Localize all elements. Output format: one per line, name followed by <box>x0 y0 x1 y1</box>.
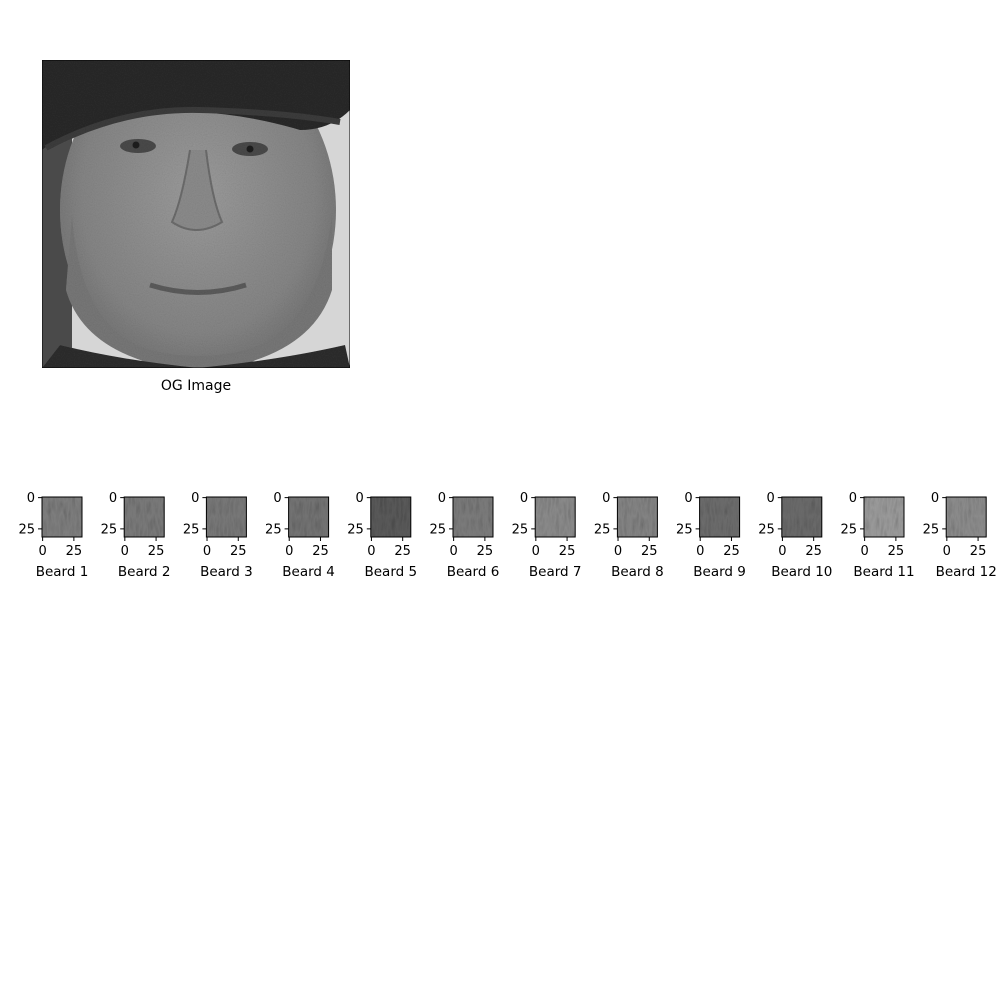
y-tick-label: 0 <box>930 491 940 507</box>
y-tick-label: 0 <box>684 491 693 507</box>
x-tick-label: 25 <box>147 544 165 559</box>
x-tick-label: 25 <box>558 544 576 559</box>
beard-patch-image <box>700 497 740 537</box>
beard-patch-image <box>289 497 329 537</box>
right-pupil <box>247 146 254 153</box>
y-tick-label: 0 <box>191 491 200 507</box>
beard-patch-label: Beard 9 <box>693 564 746 580</box>
og-image-panel <box>42 45 350 375</box>
beard-patch-label: Beard 7 <box>528 564 582 580</box>
beard-patch-image <box>782 497 822 537</box>
beard-patch-subplot <box>676 491 746 580</box>
x-tick-label: 25 <box>394 544 411 559</box>
beard-patch-image <box>453 497 493 537</box>
x-tick-label: 0 <box>696 544 705 559</box>
x-tick-label: 25 <box>805 544 822 559</box>
beard-patch-subplot <box>512 491 582 580</box>
x-tick-label: 0 <box>202 544 212 559</box>
beard-patch-label: Beard 3 <box>200 564 253 580</box>
beard-patch-subplot <box>101 491 171 580</box>
beard-patch-image <box>864 497 904 537</box>
beard-patch-image <box>206 497 246 537</box>
y-tick-label: 25 <box>922 522 940 538</box>
x-tick-label: 25 <box>312 544 329 559</box>
beard-patch-label: Beard 10 <box>771 564 833 580</box>
y-tick-label: 0 <box>273 491 282 507</box>
y-tick-label: 0 <box>766 491 775 507</box>
beard-patch-label: Beard 8 <box>611 564 664 580</box>
beard-patch-image <box>946 497 986 537</box>
x-tick-label: 0 <box>860 544 869 559</box>
y-tick-label: 25 <box>18 522 35 538</box>
x-tick-label: 25 <box>641 544 658 559</box>
left-pupil <box>133 142 140 149</box>
x-tick-label: 0 <box>613 544 623 559</box>
x-tick-label: 0 <box>285 544 294 559</box>
y-tick-label: 0 <box>602 491 611 507</box>
y-tick-label: 25 <box>758 522 775 538</box>
beard-patch-subplot <box>18 491 88 580</box>
beard-patch-label: Beard 11 <box>853 564 915 580</box>
x-tick-label: 0 <box>942 544 951 559</box>
y-tick-label: 25 <box>840 522 857 538</box>
y-tick-label: 25 <box>347 522 364 538</box>
y-tick-label: 0 <box>437 491 446 507</box>
beard-patch-label: Beard 5 <box>364 564 418 580</box>
beard-patch-subplot <box>265 491 335 580</box>
beard-patch-image <box>371 497 411 537</box>
y-tick-label: 25 <box>182 522 200 538</box>
beard-patch-image <box>535 497 575 537</box>
beard-patch-subplot <box>429 491 499 580</box>
x-tick-label: 25 <box>887 544 905 559</box>
y-tick-label: 0 <box>108 491 118 507</box>
beard-patch-image <box>124 497 164 537</box>
face-photo <box>42 45 350 375</box>
beard-patch-label: Beard 2 <box>117 564 171 580</box>
beard-patch-label: Beard 12 <box>935 564 997 580</box>
y-tick-label: 0 <box>26 491 35 507</box>
x-tick-label: 25 <box>65 544 83 559</box>
y-tick-label: 0 <box>355 491 364 507</box>
x-tick-label: 25 <box>723 544 740 559</box>
beard-patch-subplot <box>594 491 664 580</box>
beard-patch-grid <box>18 491 996 580</box>
x-tick-label: 25 <box>230 544 247 559</box>
x-tick-label: 25 <box>476 544 494 559</box>
beard-patch-label: Beard 1 <box>35 564 89 580</box>
beard-patch-image <box>617 497 657 537</box>
beard-patch-image <box>42 497 82 537</box>
x-tick-label: 0 <box>449 544 458 559</box>
x-tick-label: 0 <box>778 544 787 559</box>
y-tick-label: 0 <box>848 491 857 507</box>
y-tick-label: 0 <box>519 491 529 507</box>
beard-patch-subplot <box>347 491 417 580</box>
x-tick-label: 0 <box>367 544 376 559</box>
y-tick-label: 25 <box>511 522 529 538</box>
beard-patch-subplot <box>758 491 832 580</box>
y-tick-label: 25 <box>429 522 446 538</box>
beard-patch-subplot <box>923 491 997 580</box>
x-tick-label: 0 <box>531 544 540 559</box>
x-tick-label: 25 <box>969 544 987 559</box>
beard-patch-subplot <box>183 491 253 580</box>
og-image-title: OG Image <box>160 378 232 394</box>
x-tick-label: 0 <box>38 544 47 559</box>
x-tick-label: 0 <box>120 544 129 559</box>
y-tick-label: 25 <box>265 522 282 538</box>
y-tick-label: 25 <box>593 522 611 538</box>
y-tick-label: 25 <box>100 522 118 538</box>
beard-patch-subplot <box>840 491 914 580</box>
beard-patch-label: Beard 6 <box>446 564 500 580</box>
y-tick-label: 25 <box>676 522 693 538</box>
beard-patch-label: Beard 4 <box>282 564 335 580</box>
